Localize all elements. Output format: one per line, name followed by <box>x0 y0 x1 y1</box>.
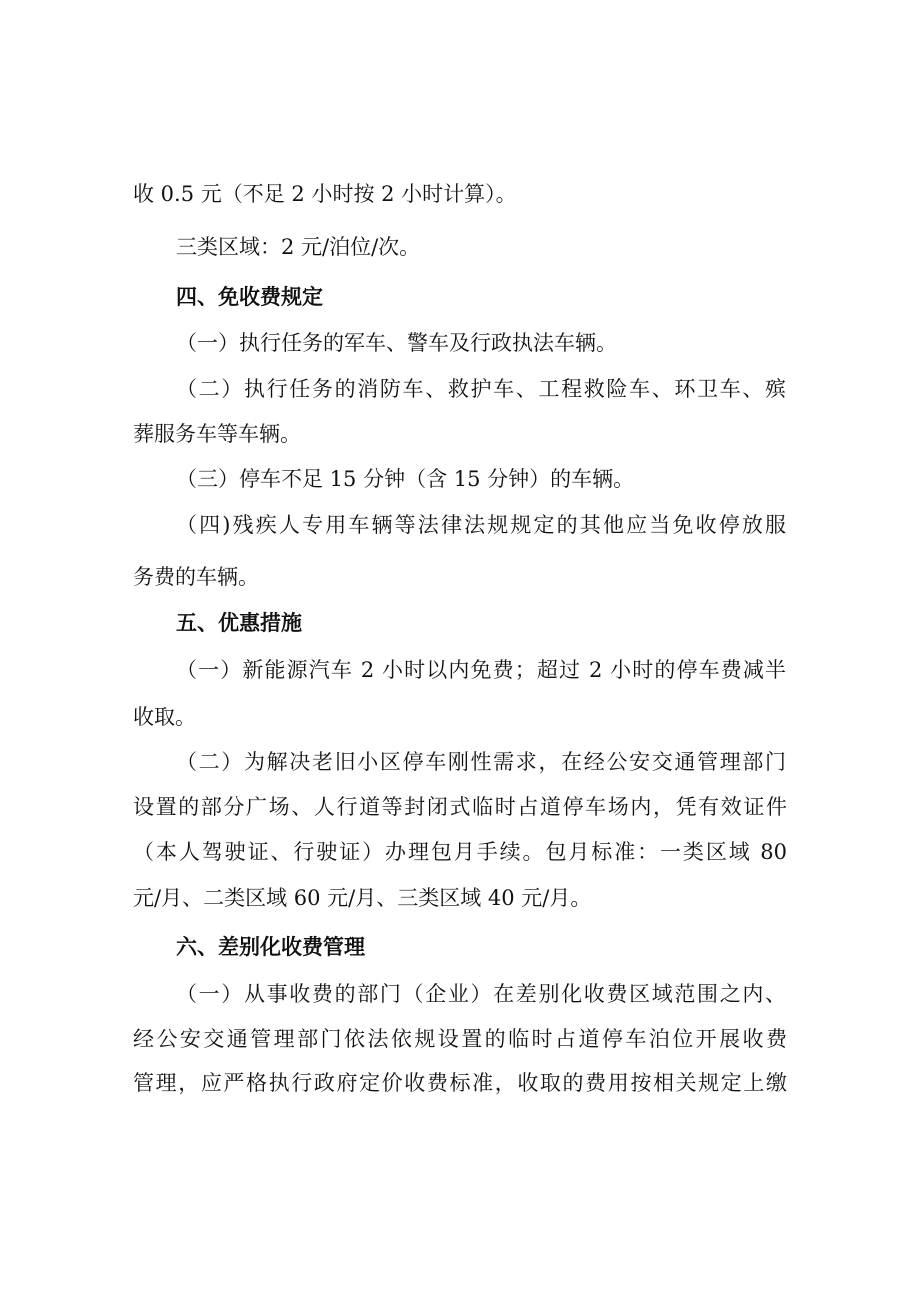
text-line-19: 经公安交通管理部门依法依规设置的临时占道停车泊位开展收费 <box>133 1027 787 1051</box>
section-heading-differentiated: 六、差别化收费管理 <box>176 935 365 959</box>
text-line-2: 三类区域：2 元/泊位/次。 <box>176 235 421 259</box>
text-line-5: （二）执行任务的消防车、救护车、工程救险车、环卫车、殡 <box>176 377 786 401</box>
text-line-13: （二）为解决老旧小区停车刚性需求，在经公安交通管理部门 <box>176 750 786 774</box>
text-line-16: 元/月、二类区域 60 元/月、三类区域 40 元/月。 <box>133 886 592 910</box>
text-line-11: （一）新能源汽车 2 小时以内免费；超过 2 小时的停车费减半 <box>176 658 786 682</box>
text-line-6: 葬服务车等车辆。 <box>133 422 301 446</box>
text-line-18: （一）从事收费的部门（企业）在差别化收费区域范围之内、 <box>176 982 786 1006</box>
text-line-12: 收取。 <box>133 705 196 729</box>
text-line-15: （本人驾驶证、行驶证）办理包月手续。包月标准：一类区域 80 <box>133 840 787 864</box>
section-heading-discount: 五、优惠措施 <box>176 611 302 635</box>
text-line-8: （四)残疾人专用车辆等法律法规规定的其他应当免收停放服 <box>176 513 786 537</box>
text-line-4: （一）执行任务的军车、警车及行政执法车辆。 <box>176 331 617 355</box>
text-line-20: 管理，应严格执行政府定价收费标准，收取的费用按相关规定上缴 <box>133 1071 787 1095</box>
text-line-1: 收 0.5 元（不足 2 小时按 2 小时计算）。 <box>133 182 517 206</box>
section-heading-free: 四、免收费规定 <box>176 285 323 309</box>
text-line-14: 设置的部分广场、人行道等封闭式临时占道停车场内，凭有效证件 <box>133 795 787 819</box>
text-line-9: 务费的车辆。 <box>133 565 259 589</box>
text-line-7: （三）停车不足 15 分钟（含 15 分钟）的车辆。 <box>176 467 635 491</box>
